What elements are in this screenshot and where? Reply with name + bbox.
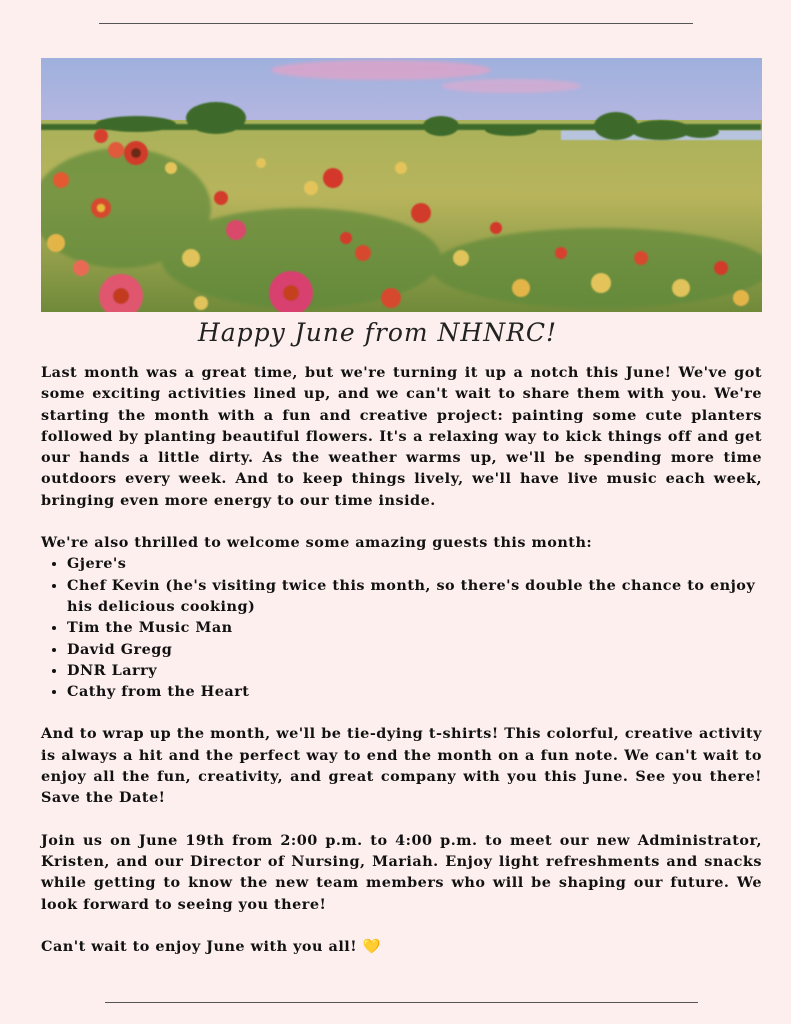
guests-intro: We're also thrilled to welcome some amazing guests this month: <box>41 534 593 552</box>
list-item: • Gjere's <box>67 553 762 574</box>
meet-team-paragraph: Join us on June 19th from 2:00 p.m. to 4:00 p.m. to meet our new Administrator, Kristen, and our Director of Nursing, Mariah. Enjoy light refreshments and snacks while getting to know the new team members who will be shaping our future. We look forward to seeing you there! <box>41 831 762 913</box>
wildflower-meadow-image <box>41 58 762 312</box>
list-item: • Chef Kevin (he's visiting twice this month, so there's double the chance to enjoy his delicious cooking) <box>67 575 762 618</box>
bottom-divider <box>105 1002 698 1003</box>
list-item: • Tim the Music Man <box>67 617 762 638</box>
meadow-illustration <box>41 58 762 312</box>
list-item: • DNR Larry <box>67 660 762 681</box>
list-item: • David Gregg <box>67 639 762 660</box>
newsletter-body <box>41 362 762 957</box>
tie-dye-paragraph: And to wrap up the month, we'll be tie-dying t-shirts! This colorful, creative activity is always a hit and the perfect way to end the month on a fun note. We can't wait to enjoy all the fun, creativity, and great company with you this June. See you there! Save the Date! <box>41 725 762 807</box>
page-title: Happy June from NHNRC! <box>197 318 558 347</box>
guest-list <box>41 553 762 702</box>
list-item: • Cathy from the Heart <box>67 681 762 702</box>
top-divider <box>99 23 693 24</box>
closing-line <box>41 936 762 957</box>
closing-text: Can't wait to enjoy June with you all! <box>41 937 358 955</box>
intro-paragraph: Last month was a great time, but we're turning it up a notch this June! We've got some exciting activities lined up, and we can't wait to share them with you. We're starting the month with a fun and creative project: painting some cute planters followed by planting beautiful flowers. It's a relaxing way to kick things off and get our hands a little dirty. As the weather warms up, we'll be spending more time outdoors every week. And to keep things lively, we'll have live music each week, bringing even more energy to our time inside. <box>41 364 762 509</box>
yellow-heart-icon: 💛 <box>362 937 382 955</box>
